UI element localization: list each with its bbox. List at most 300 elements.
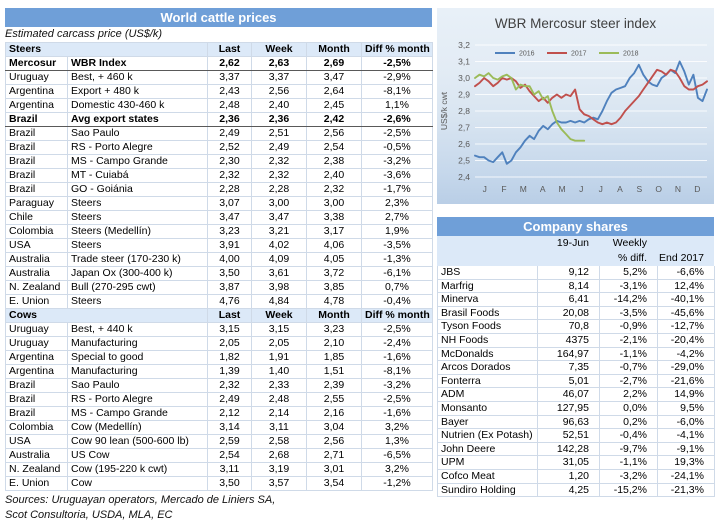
- svg-text:S: S: [636, 184, 643, 194]
- cell-description: Steers: [68, 295, 208, 309]
- company-rows: [438, 266, 715, 497]
- table-row: [6, 113, 433, 127]
- cell-company: Monsanto: [438, 401, 538, 415]
- table-row: [438, 374, 715, 388]
- cell-diff: -2,5%: [362, 393, 433, 407]
- table-row: [6, 435, 433, 449]
- col-header-week: Week: [252, 309, 307, 323]
- cell-diff: -3,2%: [362, 155, 433, 169]
- col-header-week: Week: [252, 43, 307, 57]
- cell-last: 2,54: [208, 449, 252, 463]
- svg-text:2,8: 2,8: [458, 106, 470, 116]
- header-spacer: [437, 236, 537, 266]
- table-row: [438, 266, 715, 279]
- cell-end-2017: -21,6%: [658, 374, 715, 388]
- table-row: [6, 365, 433, 379]
- table-row: [438, 361, 715, 375]
- table-row: [438, 469, 715, 483]
- table-row: [438, 333, 715, 347]
- cell-end-2017: 9,5%: [658, 401, 715, 415]
- col-header-weekly-line2: % diff.: [618, 252, 647, 264]
- cell-country: N. Zealand: [6, 463, 68, 477]
- cell-country: Argentina: [6, 99, 68, 113]
- cell-weekly-diff: -14,2%: [600, 293, 658, 307]
- cell-week: 2,68: [252, 449, 307, 463]
- cell-description: Steers: [68, 197, 208, 211]
- table-row: [438, 456, 715, 470]
- cell-month: 2,32: [307, 183, 362, 197]
- cell-company: JBS: [438, 266, 538, 279]
- cell-month: 2,56: [307, 435, 362, 449]
- svg-text:2016: 2016: [519, 50, 535, 58]
- cell-week: 3,15: [252, 323, 307, 337]
- col-header-last: Last: [208, 43, 252, 57]
- svg-text:3,1: 3,1: [458, 56, 470, 67]
- cell-company: Nutrien (Ex Potash): [438, 429, 538, 443]
- cell-country: Brazil: [6, 393, 68, 407]
- cell-description: MS - Campo Grande: [68, 155, 208, 169]
- cell-end-2017: 12,4%: [658, 279, 715, 293]
- cell-last: 3,07: [208, 197, 252, 211]
- cell-week: 2,33: [252, 379, 307, 393]
- col-header-weekly: [599, 236, 657, 266]
- cell-week: 3,98: [252, 281, 307, 295]
- steer-index-chart-panel: [437, 8, 714, 204]
- cell-company: UPM: [438, 456, 538, 470]
- cell-weekly-diff: 0,2%: [600, 415, 658, 429]
- cell-month: 2,40: [307, 169, 362, 183]
- table-row: [6, 197, 433, 211]
- cell-description: Bull (270-295 cwt): [68, 281, 208, 295]
- table-row: [6, 477, 433, 491]
- cell-description: Steers: [68, 239, 208, 253]
- cell-last: 2,32: [208, 169, 252, 183]
- cell-description: RS - Porto Alegre: [68, 141, 208, 155]
- cell-diff: -2,5%: [362, 57, 433, 71]
- cell-weekly-diff: -15,2%: [600, 483, 658, 497]
- table-row: [6, 267, 433, 281]
- svg-text:US$/k cwt: US$/k cwt: [439, 91, 449, 131]
- col-header-month: Month: [307, 43, 362, 57]
- cell-diff: -0,4%: [362, 295, 433, 309]
- col-header-end2017: [657, 236, 714, 266]
- cell-country: Brazil: [6, 183, 68, 197]
- cell-month: 4,05: [307, 253, 362, 267]
- cell-month: 2,71: [307, 449, 362, 463]
- cell-company: ADM: [438, 388, 538, 402]
- cell-description: MT - Cuiabá: [68, 169, 208, 183]
- cell-week: 2,36: [252, 113, 307, 127]
- cell-month: 4,78: [307, 295, 362, 309]
- cell-price: 6,41: [538, 293, 600, 307]
- cell-description: Sao Paulo: [68, 379, 208, 393]
- cell-last: 3,11: [208, 463, 252, 477]
- cell-weekly-diff: 5,2%: [600, 266, 658, 279]
- cell-last: 4,00: [208, 253, 252, 267]
- cell-weekly-diff: -2,7%: [600, 374, 658, 388]
- cell-price: 31,05: [538, 456, 600, 470]
- cell-end-2017: -6,0%: [658, 415, 715, 429]
- cell-month: 3,17: [307, 225, 362, 239]
- cell-last: 2,05: [208, 337, 252, 351]
- section-label: Cows: [6, 309, 208, 323]
- company-shares-title: Company shares: [437, 217, 714, 236]
- cell-week: 3,61: [252, 267, 307, 281]
- cell-month: 1,51: [307, 365, 362, 379]
- steers-section-header: [6, 43, 433, 57]
- table-row: [6, 127, 433, 141]
- cell-month: 3,23: [307, 323, 362, 337]
- cell-country: Brazil: [6, 407, 68, 421]
- cell-company: McDonalds: [438, 347, 538, 361]
- cell-end-2017: -29,0%: [658, 361, 715, 375]
- cell-end-2017: -4,1%: [658, 429, 715, 443]
- table-row: [6, 155, 433, 169]
- cell-last: 3,47: [208, 211, 252, 225]
- col-header-diff: Diff % month: [362, 309, 433, 323]
- cell-week: 2,48: [252, 393, 307, 407]
- table-row: [438, 442, 715, 456]
- cell-week: 4,09: [252, 253, 307, 267]
- cell-country: Australia: [6, 253, 68, 267]
- svg-text:2,9: 2,9: [458, 89, 470, 100]
- table-row: [6, 169, 433, 183]
- cell-country: Brazil: [6, 141, 68, 155]
- cell-country: Paraguay: [6, 197, 68, 211]
- sources-line-2: Scot Consultoria, USDA, MLA, EC: [5, 509, 173, 521]
- cell-end-2017: -24,1%: [658, 469, 715, 483]
- cell-end-2017: -12,7%: [658, 320, 715, 334]
- table-row: [438, 320, 715, 334]
- cell-last: 4,76: [208, 295, 252, 309]
- svg-text:J: J: [482, 184, 487, 194]
- table-row: [438, 401, 715, 415]
- cell-month: 2,45: [307, 99, 362, 113]
- sources-note: [5, 493, 432, 523]
- cell-week: 2,56: [252, 85, 307, 99]
- company-shares-panel: [437, 217, 714, 497]
- cell-month: 3,54: [307, 477, 362, 491]
- cell-last: 2,43: [208, 85, 252, 99]
- svg-text:J: J: [579, 184, 584, 194]
- cell-description: Special to good: [68, 351, 208, 365]
- cell-month: 3,00: [307, 197, 362, 211]
- cell-diff: -3,2%: [362, 379, 433, 393]
- cell-company: Tyson Foods: [438, 320, 538, 334]
- cell-week: 2,49: [252, 141, 307, 155]
- cell-end-2017: -4,2%: [658, 347, 715, 361]
- cell-diff: 1,9%: [362, 225, 433, 239]
- cell-description: Steers: [68, 211, 208, 225]
- cell-description: Domestic 430-460 k: [68, 99, 208, 113]
- cell-country: Uruguay: [6, 323, 68, 337]
- table-row: [6, 295, 433, 309]
- cell-price: 8,14: [538, 279, 600, 293]
- svg-text:N: N: [674, 184, 682, 194]
- cell-description: US Cow: [68, 449, 208, 463]
- cell-last: 3,91: [208, 239, 252, 253]
- cell-month: 4,06: [307, 239, 362, 253]
- svg-text:2017: 2017: [571, 50, 587, 58]
- cell-description: RS - Porto Alegre: [68, 393, 208, 407]
- cell-country: Brazil: [6, 155, 68, 169]
- table-row: [6, 351, 433, 365]
- cell-diff: -6,1%: [362, 267, 433, 281]
- table-row: [6, 281, 433, 295]
- cell-week: 2,32: [252, 155, 307, 169]
- cell-month: 2,16: [307, 407, 362, 421]
- cell-price: 20,08: [538, 306, 600, 320]
- cell-company: Cofco Meat: [438, 469, 538, 483]
- section-header-row: [6, 43, 433, 57]
- cell-diff: -3,5%: [362, 239, 433, 253]
- table-row: [6, 253, 433, 267]
- cell-price: 70,8: [538, 320, 600, 334]
- cell-week: 2,51: [252, 127, 307, 141]
- cell-last: 3,14: [208, 421, 252, 435]
- cows-section-header: [6, 309, 433, 323]
- cell-month: 2,38: [307, 155, 362, 169]
- cell-weekly-diff: -3,5%: [600, 306, 658, 320]
- cell-price: 7,35: [538, 361, 600, 375]
- svg-text:J: J: [598, 184, 603, 194]
- section-label: Steers: [6, 43, 208, 57]
- cell-price: 164,97: [538, 347, 600, 361]
- cell-last: 2,32: [208, 379, 252, 393]
- cell-description: Cow (Medellín): [68, 421, 208, 435]
- svg-text:M: M: [519, 184, 527, 194]
- cell-week: 3,19: [252, 463, 307, 477]
- table-row: [438, 388, 715, 402]
- cows-rows: [6, 323, 433, 491]
- svg-text:2,6: 2,6: [458, 139, 470, 149]
- table-row: [6, 393, 433, 407]
- cell-month: 3,04: [307, 421, 362, 435]
- table-row: [6, 407, 433, 421]
- cell-diff: -6,5%: [362, 449, 433, 463]
- world-cattle-prices-panel: [5, 8, 432, 523]
- cell-last: 2,59: [208, 435, 252, 449]
- col-header-last: Last: [208, 309, 252, 323]
- cell-week: 2,63: [252, 57, 307, 71]
- cell-company: Arcos Dorados: [438, 361, 538, 375]
- cell-month: 3,38: [307, 211, 362, 225]
- cell-end-2017: -6,6%: [658, 266, 715, 279]
- table-row: [438, 279, 715, 293]
- svg-text:O: O: [655, 184, 663, 194]
- cell-weekly-diff: -0,9%: [600, 320, 658, 334]
- col-header-weekly-line1: Weekly: [612, 237, 647, 249]
- svg-text:D: D: [694, 184, 701, 194]
- cell-price: 142,28: [538, 442, 600, 456]
- cell-last: 2,36: [208, 113, 252, 127]
- cell-description: Cow (195-220 k cwt): [68, 463, 208, 477]
- table-row: [6, 183, 433, 197]
- table-row: [438, 483, 715, 497]
- cell-end-2017: -9,1%: [658, 442, 715, 456]
- cell-last: 2,49: [208, 393, 252, 407]
- cell-country: E. Union: [6, 295, 68, 309]
- cell-week: 3,21: [252, 225, 307, 239]
- table-row: [6, 85, 433, 99]
- cell-country: USA: [6, 435, 68, 449]
- col-header-date: 19-Jun: [556, 237, 589, 249]
- cell-last: 2,28: [208, 183, 252, 197]
- cell-description: Manufacturing: [68, 365, 208, 379]
- cell-country: E. Union: [6, 477, 68, 491]
- cell-last: 2,62: [208, 57, 252, 71]
- cell-company: NH Foods: [438, 333, 538, 347]
- cell-diff: -3,6%: [362, 169, 433, 183]
- col-header-month: Month: [307, 309, 362, 323]
- cell-week: 2,32: [252, 169, 307, 183]
- cell-country: Argentina: [6, 365, 68, 379]
- panel-title: World cattle prices: [5, 8, 432, 27]
- table-row: [6, 57, 433, 71]
- cell-last: 2,12: [208, 407, 252, 421]
- table-row: [6, 449, 433, 463]
- table-row: [6, 211, 433, 225]
- cell-weekly-diff: -0,7%: [600, 361, 658, 375]
- cell-description: MS - Campo Grande: [68, 407, 208, 421]
- cell-country: Uruguay: [6, 71, 68, 85]
- cell-week: 3,00: [252, 197, 307, 211]
- cell-month: 2,10: [307, 337, 362, 351]
- section-header-row: [6, 309, 433, 323]
- cell-end-2017: 14,9%: [658, 388, 715, 402]
- cell-country: Australia: [6, 267, 68, 281]
- cell-diff: 1,3%: [362, 435, 433, 449]
- cell-last: 3,50: [208, 477, 252, 491]
- cell-diff: 2,7%: [362, 211, 433, 225]
- table-row: [6, 337, 433, 351]
- svg-text:2,7: 2,7: [458, 122, 470, 133]
- cell-month: 2,39: [307, 379, 362, 393]
- col-header-end2017-spacer: [657, 236, 704, 251]
- cell-country: Brazil: [6, 169, 68, 183]
- cell-week: 2,40: [252, 99, 307, 113]
- cell-company: Fonterra: [438, 374, 538, 388]
- table-row: [6, 225, 433, 239]
- cell-end-2017: 19,3%: [658, 456, 715, 470]
- cell-country: Brazil: [6, 379, 68, 393]
- cell-diff: -2,9%: [362, 71, 433, 85]
- price-table: [5, 42, 433, 491]
- cell-diff: 2,3%: [362, 197, 433, 211]
- cell-month: 3,47: [307, 71, 362, 85]
- cell-diff: -1,6%: [362, 407, 433, 421]
- cell-country: Uruguay: [6, 337, 68, 351]
- cell-month: 3,01: [307, 463, 362, 477]
- cell-diff: -1,7%: [362, 183, 433, 197]
- cell-description: Manufacturing: [68, 337, 208, 351]
- cell-last: 2,49: [208, 127, 252, 141]
- cell-last: 3,87: [208, 281, 252, 295]
- cell-description: WBR Index: [68, 57, 208, 71]
- table-row: [438, 306, 715, 320]
- col-header-end2017-label: End 2017: [659, 252, 704, 264]
- cell-description: Avg export states: [68, 113, 208, 127]
- cell-weekly-diff: 2,2%: [600, 388, 658, 402]
- svg-text:A: A: [539, 184, 546, 194]
- steer-index-chart: [437, 36, 714, 204]
- table-row: [6, 323, 433, 337]
- cell-diff: 3,2%: [362, 463, 433, 477]
- cell-weekly-diff: -1,1%: [600, 456, 658, 470]
- cell-end-2017: -21,3%: [658, 483, 715, 497]
- svg-text:2018: 2018: [623, 50, 639, 58]
- cell-last: 3,23: [208, 225, 252, 239]
- cell-company: Brasil Foods: [438, 306, 538, 320]
- cell-description: Steers (Medellín): [68, 225, 208, 239]
- cell-description: GO - Goiánia: [68, 183, 208, 197]
- cell-week: 2,58: [252, 435, 307, 449]
- cell-month: 3,85: [307, 281, 362, 295]
- cell-diff: -1,3%: [362, 253, 433, 267]
- cell-week: 2,14: [252, 407, 307, 421]
- cell-last: 2,52: [208, 141, 252, 155]
- table-row: [438, 415, 715, 429]
- cell-description: Japan Ox (300-400 k): [68, 267, 208, 281]
- cell-last: 2,30: [208, 155, 252, 169]
- cell-diff: -1,6%: [362, 351, 433, 365]
- svg-text:F: F: [501, 184, 507, 194]
- cell-weekly-diff: -3,1%: [600, 279, 658, 293]
- cell-week: 4,02: [252, 239, 307, 253]
- cell-country: Brazil: [6, 113, 68, 127]
- cell-description: Export + 480 k: [68, 85, 208, 99]
- cell-description: Sao Paulo: [68, 127, 208, 141]
- steers-rows: [6, 57, 433, 309]
- cell-country: USA: [6, 239, 68, 253]
- cell-diff: -1,2%: [362, 477, 433, 491]
- cell-price: 9,12: [538, 266, 600, 279]
- cell-month: 2,56: [307, 127, 362, 141]
- cell-company: Sundiro Holding: [438, 483, 538, 497]
- cell-week: 1,91: [252, 351, 307, 365]
- cell-week: 2,28: [252, 183, 307, 197]
- cell-description: Cow: [68, 477, 208, 491]
- col-header-diff: Diff % month: [362, 43, 433, 57]
- cell-last: 3,50: [208, 267, 252, 281]
- table-row: [438, 347, 715, 361]
- cell-country: Mercosur: [6, 57, 68, 71]
- cell-diff: -2,5%: [362, 127, 433, 141]
- svg-text:3,2: 3,2: [458, 40, 470, 50]
- cell-month: 1,85: [307, 351, 362, 365]
- cell-end-2017: -45,6%: [658, 306, 715, 320]
- cell-month: 2,55: [307, 393, 362, 407]
- cell-description: Best, + 440 k: [68, 323, 208, 337]
- svg-text:3,0: 3,0: [458, 73, 470, 83]
- cell-description: Trade steer (170-230 k): [68, 253, 208, 267]
- cell-price: 1,20: [538, 469, 600, 483]
- cell-diff: -2,6%: [362, 113, 433, 127]
- cell-last: 2,48: [208, 99, 252, 113]
- svg-text:2,5: 2,5: [458, 155, 470, 166]
- cell-country: N. Zealand: [6, 281, 68, 295]
- cell-price: 5,01: [538, 374, 600, 388]
- cell-company: Minerva: [438, 293, 538, 307]
- cell-last: 3,15: [208, 323, 252, 337]
- cell-week: 3,57: [252, 477, 307, 491]
- company-table: [437, 266, 715, 497]
- cell-country: Colombia: [6, 225, 68, 239]
- cell-description: Best, + 460 k: [68, 71, 208, 85]
- svg-text:A: A: [617, 184, 623, 194]
- cell-last: 1,82: [208, 351, 252, 365]
- table-row: [6, 141, 433, 155]
